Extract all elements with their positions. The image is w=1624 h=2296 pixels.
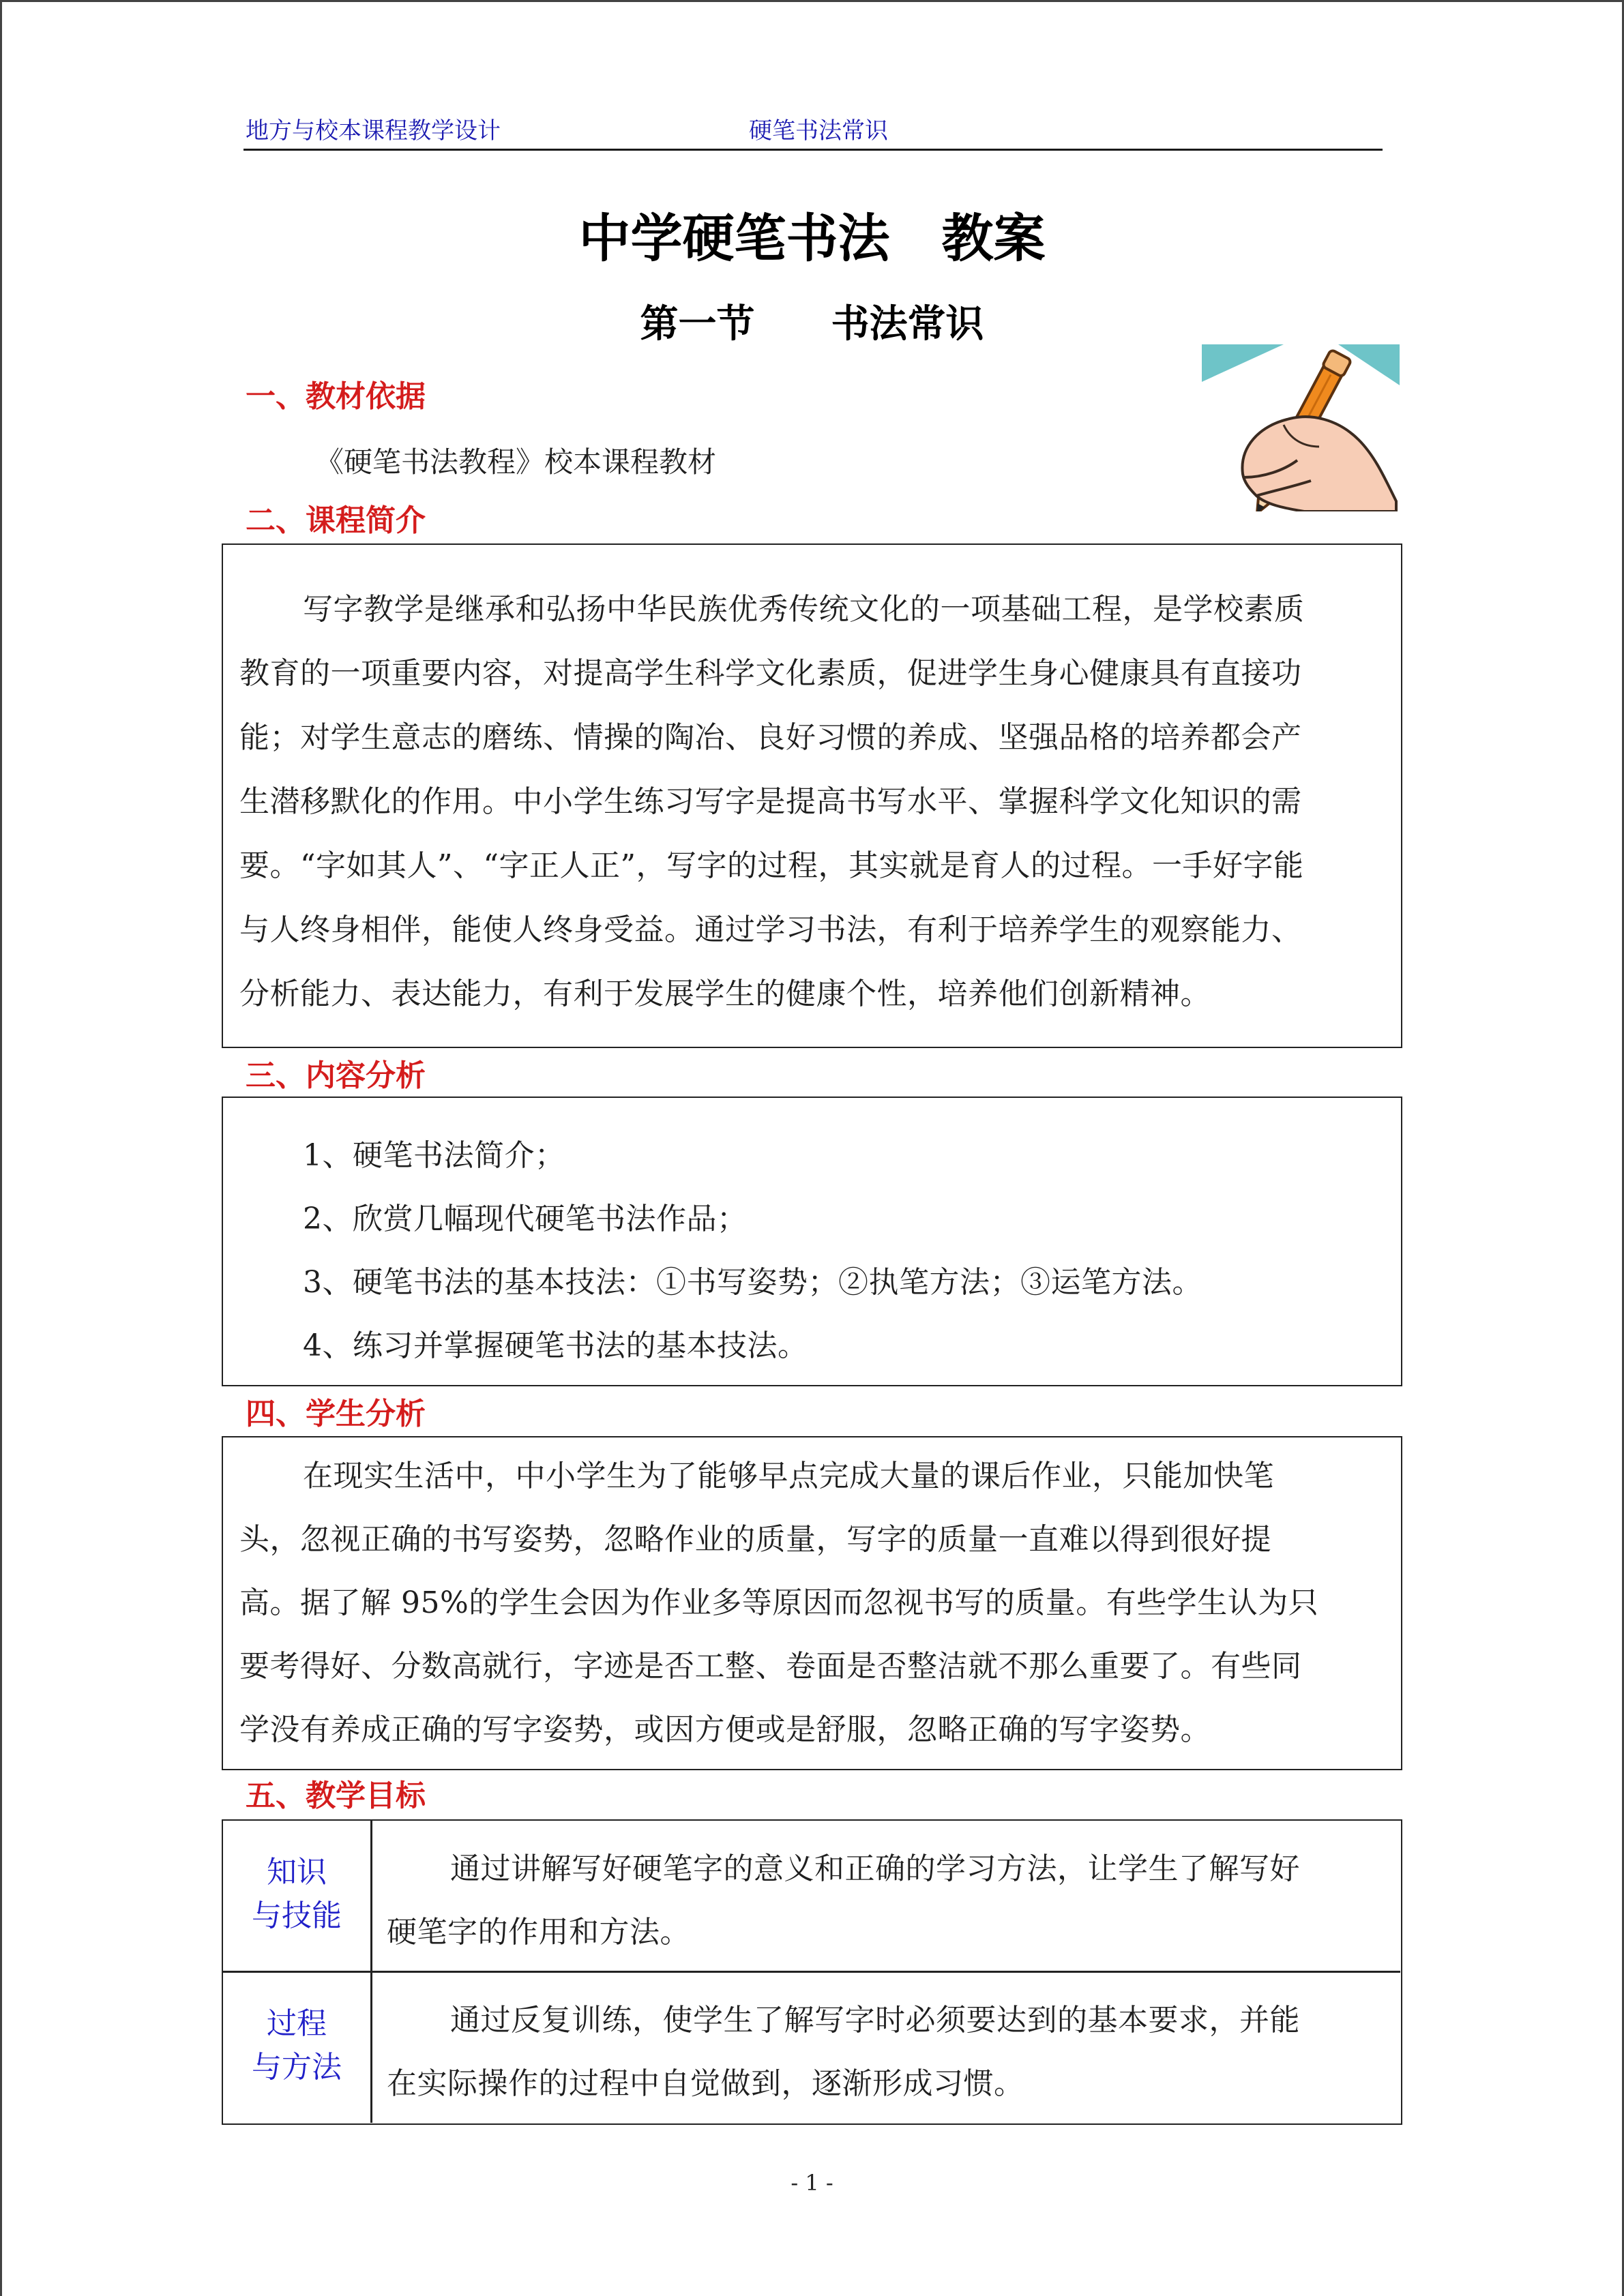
course-intro-line: 写字教学是继承和弘扬中华民族优秀传统文化的一项基础工程，是学校素质 (303, 592, 1305, 627)
course-intro-line: 生潜移默化的作用。中小学生练习写字是提高书写水平、掌握科学文化知识的需 (239, 784, 1302, 819)
course-intro-box (222, 543, 1402, 1048)
student-analysis-line: 高。据了解 95%的学生会因为作业多等原因而忽视书写的质量。有些学生认为只 (239, 1585, 1319, 1620)
student-analysis-line: 头，忽视正确的书写姿势，忽略作业的质量，写字的质量一直难以得到很好提 (239, 1522, 1271, 1557)
goal-label-line: 与技能 (252, 1898, 342, 1933)
content-analysis-box (222, 1097, 1402, 1386)
student-analysis-box (222, 1436, 1402, 1770)
section-heading-3: 三、内容分析 (246, 1058, 426, 1093)
section-heading-2: 二、课程简介 (246, 503, 426, 538)
student-analysis-line: 学没有养成正确的写字姿势，或因方便或是舒服，忽略正确的写字姿势。 (239, 1712, 1211, 1747)
teaching-goals-table (222, 1819, 1402, 2125)
content-item: 4、练习并掌握硬笔书法的基本技法。 (303, 1328, 808, 1363)
page-number: - 1 - (791, 2170, 833, 2196)
goal-label-line: 知识 (267, 1855, 327, 1890)
content-item: 3、硬笔书法的基本技法：①书写姿势；②执笔方法；③运笔方法。 (303, 1265, 1202, 1300)
goal-text-line: 通过反复训练，使学生了解写字时必须要达到的基本要求，并能 (450, 2003, 1300, 2038)
hand-writing-with-pencil-icon (1202, 344, 1400, 511)
content-item: 1、硬笔书法简介； (303, 1138, 565, 1173)
document-title: 中学硬笔书法 教案 (578, 208, 1046, 269)
goal-text-line: 硬笔字的作用和方法。 (387, 1915, 690, 1950)
goal-label-knowledge (223, 1851, 370, 1938)
goal-label-line: 过程 (267, 2006, 327, 2041)
header-center-text: 硬笔书法常识 (749, 117, 888, 145)
section-heading-4: 四、学生分析 (246, 1397, 426, 1431)
goal-text-line: 通过讲解写好硬笔字的意义和正确的学习方法，让学生了解写好 (450, 1851, 1300, 1886)
student-analysis-line: 在现实生活中，中小学生为了能够早点完成大量的课后作业，只能加快笔 (303, 1459, 1274, 1493)
section-heading-1: 一、教材依据 (246, 379, 426, 414)
header-divider (243, 149, 1383, 151)
section-heading-5: 五、教学目标 (246, 1778, 426, 1813)
goal-label-process (223, 2002, 370, 2089)
content-item: 2、欣赏几幅现代硬笔书法作品； (303, 1202, 748, 1236)
course-intro-line: 教育的一项重要内容，对提高学生科学文化素质，促进学生身心健康具有直接功 (239, 656, 1302, 691)
course-intro-line: 与人终身相伴，能使人终身受益。通过学习书法，有利于培养学生的观察能力、 (239, 912, 1302, 947)
goal-label-line: 与方法 (252, 2050, 342, 2085)
hand-writing-illustration (1202, 344, 1400, 511)
header-left-text: 地方与校本课程教学设计 (246, 117, 501, 145)
course-intro-line: 要。“字如其人”、“字正人正”，写字的过程，其实就是育人的过程。一手好字能 (239, 848, 1304, 883)
course-intro-line: 能；对学生意志的磨练、情操的陶冶、良好习惯的养成、坚强品格的培养都会产 (239, 720, 1302, 755)
textbook-reference: 《硬笔书法教程》校本课程教材 (315, 445, 717, 479)
page-frame-top (0, 0, 1624, 2)
goal-text-line: 在实际操作的过程中自觉做到，逐渐形成习惯。 (387, 2066, 1024, 2101)
student-analysis-line: 要考得好、分数高就行，字迹是否工整、卷面是否整洁就不那么重要了。有些同 (239, 1649, 1302, 1684)
course-intro-line: 分析能力、表达能力，有利于发展学生的健康个性，培养他们创新精神。 (239, 976, 1211, 1011)
table-row-divider (223, 1971, 1400, 1973)
section-title: 第一节 书法常识 (640, 302, 984, 346)
